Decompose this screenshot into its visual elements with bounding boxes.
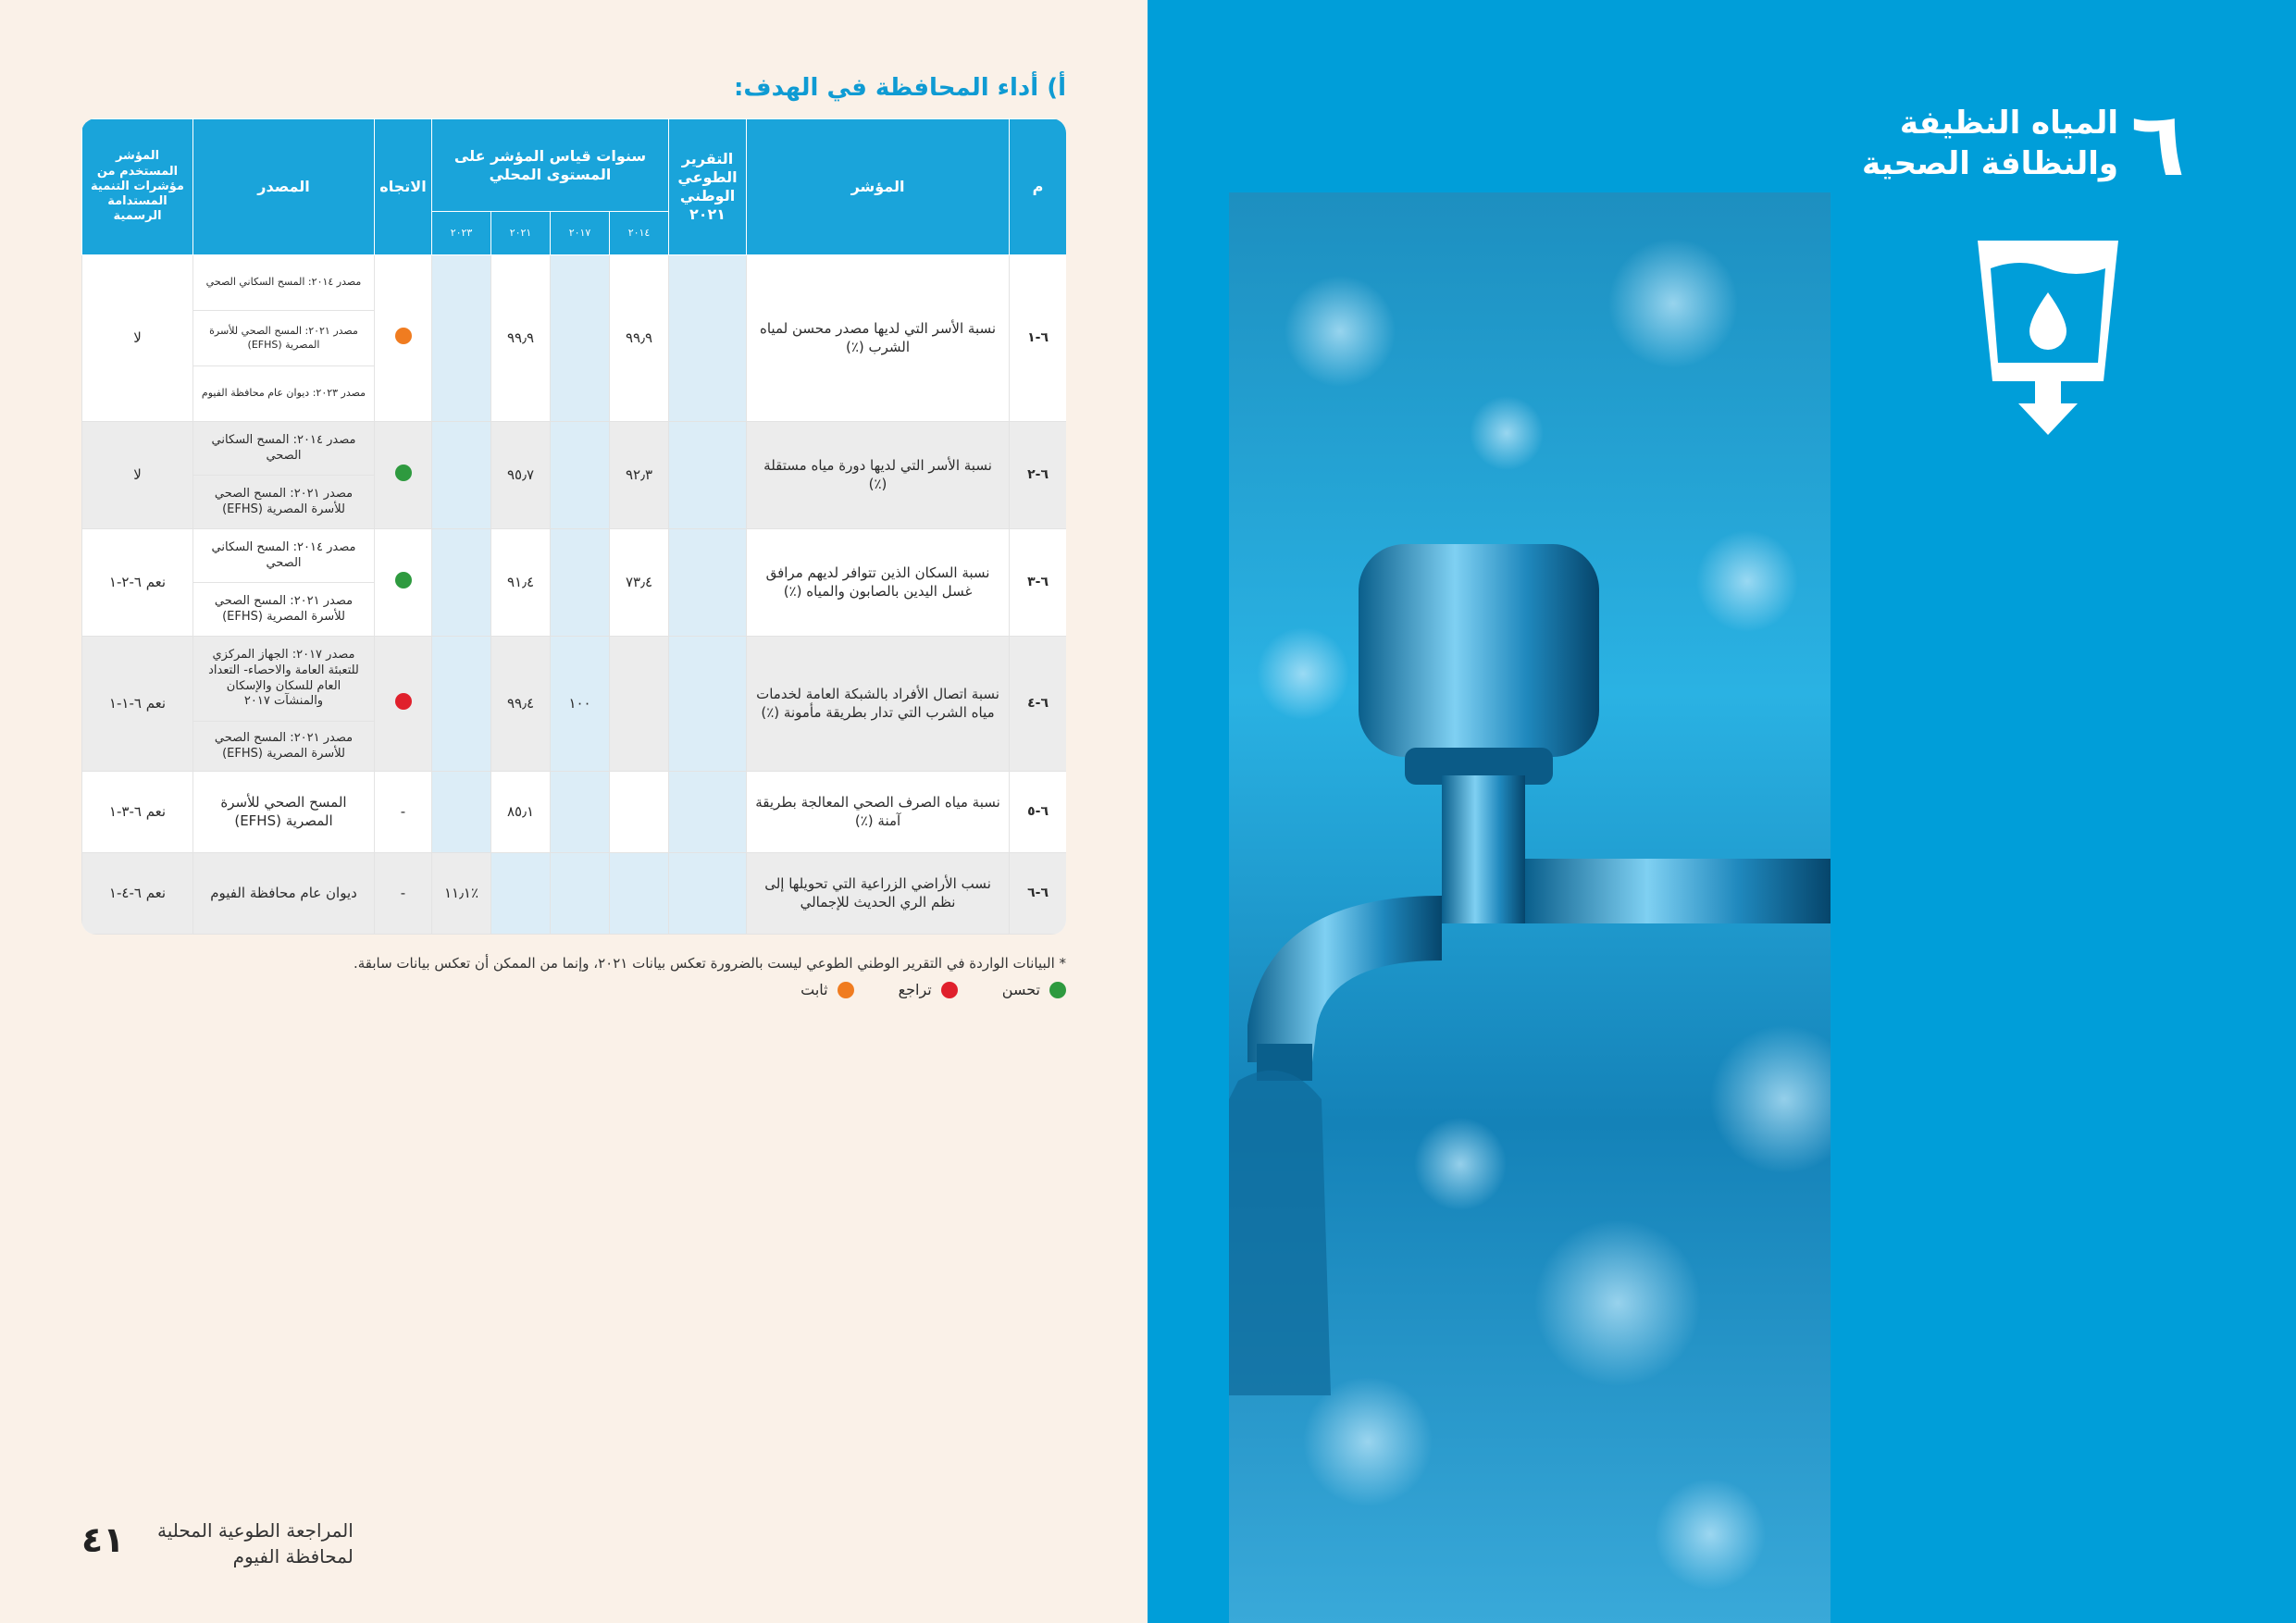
header-year-2023: ٢٠٢٣: [432, 212, 491, 255]
row-value-2021: [491, 853, 551, 935]
legend-item-improve: [1002, 981, 1066, 998]
row-source: المسح الصحي للأسرة المصرية (EFHS): [193, 772, 375, 853]
table-footnote: * البيانات الواردة في التقرير الوطني الطوعي ليست بالضرورة تعكس بيانات ٢٠٢١، وإنما من الممكن أن تعكس بيانات سابقة.: [353, 955, 1066, 972]
row-value-2021: ٨٥٫١: [491, 772, 551, 853]
page-number: ٤١: [81, 1519, 125, 1560]
legend-label-improve: تحسن: [1001, 981, 1040, 998]
row-value-2021: ٩٩٫٩: [491, 255, 551, 422]
table-row: [82, 422, 1067, 476]
legend-dot-decline: [941, 982, 958, 998]
row-source: ديوان عام محافظة الفيوم: [193, 853, 375, 935]
goal-number: ٦: [2130, 93, 2185, 196]
legend-label-stable: ثابت: [800, 981, 828, 998]
header-year-2014: ٢٠١٤: [610, 212, 669, 255]
row-value-2017: [551, 853, 610, 935]
row-index: ٦-٦: [1010, 853, 1066, 935]
legend-label-decline: تراجع: [898, 981, 932, 998]
legend-dot-stable: [838, 982, 854, 998]
goal-performance-table: [81, 118, 1066, 935]
goal-table-wrapper: [81, 118, 1066, 935]
trend-dot: [395, 328, 412, 344]
row-value-2021: ٩٥٫٧: [491, 422, 551, 529]
row-trend: [375, 637, 432, 772]
row-source: مصدر ٢٠١٤: المسح السكاني الصحي: [193, 422, 375, 476]
row-indicator: نسبة السكان الذين تتوافر لديهم مرافق غسل اليدين بالصابون والمياه (٪): [747, 529, 1010, 637]
row-index: ٦-٤: [1010, 637, 1066, 772]
header-national-report: التقرير الطوعي الوطني ٢٠٢١: [669, 119, 747, 255]
row-trend: [375, 255, 432, 422]
table-row: [82, 637, 1067, 722]
goal-title: [1862, 104, 2118, 184]
legend-dot-improve: [1049, 982, 1066, 998]
row-value-2014: ٩٢٫٣: [610, 422, 669, 529]
row-value-2017: [551, 529, 610, 637]
right-page: [1148, 0, 2296, 1623]
row-trend: [375, 422, 432, 529]
row-value-2017: [551, 255, 610, 422]
row-trend: -: [375, 772, 432, 853]
row-source: مصدر ٢٠٢١: المسح الصحي للأسرة المصرية (EFHS): [193, 311, 375, 366]
row-value-2014: [610, 772, 669, 853]
row-official-indicator: لا: [82, 422, 193, 529]
water-tap-illustration: [1229, 192, 1831, 1623]
row-national-report: [669, 772, 747, 853]
row-value-2017: ١٠٠: [551, 637, 610, 772]
row-value-2023: ٪١١٫١: [432, 853, 491, 935]
row-value-2021: ٩١٫٤: [491, 529, 551, 637]
header-years-group: سنوات قياس المؤشر على المستوى المحلي: [432, 119, 669, 212]
row-value-2017: [551, 422, 610, 529]
trend-dot: [395, 572, 412, 588]
header-official-indicator: المؤشر المستخدم من مؤشرات التنمية المستدامة الرسمية: [82, 119, 193, 255]
row-source: مصدر ٢٠١٤: المسح السكاني الصحي: [193, 255, 375, 311]
row-indicator: نسبة الأسر التي لديها مصدر محسن لمياه الشرب (٪): [747, 255, 1010, 422]
row-value-2014: ٧٣٫٤: [610, 529, 669, 637]
row-official-indicator: نعم ٦-٢-١: [82, 529, 193, 637]
table-row: [82, 853, 1067, 935]
row-national-report: [669, 853, 747, 935]
row-indicator: نسب الأراضي الزراعية التي تحويلها إلى نظم الري الحديث للإجمالي: [747, 853, 1010, 935]
row-indicator: نسبة مياه الصرف الصحي المعالجة بطريقة آمنة (٪): [747, 772, 1010, 853]
row-value-2014: [610, 853, 669, 935]
row-source: مصدر ٢٠٢١: المسح الصحي للأسرة المصرية (EFHS): [193, 476, 375, 529]
row-national-report: [669, 255, 747, 422]
row-source: مصدر ٢٠٢١: المسح الصحي للأسرة المصرية (EFHS): [193, 583, 375, 637]
footer-line-2: لمحافظة الفيوم: [232, 1545, 354, 1567]
row-indicator: نسبة الأسر التي لديها دورة مياه مستقلة (٪): [747, 422, 1010, 529]
row-value-2014: ٩٩٫٩: [610, 255, 669, 422]
goal-title-line-2: والنظافة الصحية: [1862, 144, 2118, 182]
row-source: مصدر ٢٠٢١: المسح الصحي للأسرة المصرية (EFHS): [193, 722, 375, 772]
row-official-indicator: نعم ٦-١-١: [82, 637, 193, 772]
row-value-2023: [432, 529, 491, 637]
row-source: مصدر ٢٠٢٣: ديوان عام محافظة الفيوم: [193, 366, 375, 422]
header-indicator: المؤشر: [747, 119, 1010, 255]
row-value-2023: [432, 255, 491, 422]
header-index: م: [1010, 119, 1066, 255]
row-source: مصدر ٢٠١٧: الجهاز المركزي للتعبئة العامة والاحصاء- التعداد العام للسكان والإسكان والمنشآت ٢٠١٧: [193, 637, 375, 722]
footer-title: [157, 1518, 354, 1569]
row-national-report: [669, 637, 747, 772]
row-official-indicator: لا: [82, 255, 193, 422]
row-index: ٦-٥: [1010, 772, 1066, 853]
row-value-2014: [610, 637, 669, 772]
row-value-2023: [432, 772, 491, 853]
table-row: [82, 772, 1067, 853]
row-index: ٦-٢: [1010, 422, 1066, 529]
row-indicator: نسبة اتصال الأفراد بالشبكة العامة لخدمات مياه الشرب التي تدار بطريقة مأمونة (٪): [747, 637, 1010, 772]
header-trend: الاتجاه: [375, 119, 432, 255]
header-year-2021: ٢٠٢١: [491, 212, 551, 255]
footer-line-1: المراجعة الطوعية المحلية: [157, 1519, 354, 1542]
row-official-indicator: نعم ٦-٣-١: [82, 772, 193, 853]
row-index: ٦-٣: [1010, 529, 1066, 637]
row-value-2021: ٩٩٫٤: [491, 637, 551, 772]
header-year-2017: ٢٠١٧: [551, 212, 610, 255]
row-trend: [375, 529, 432, 637]
trend-legend: [800, 981, 1066, 998]
row-index: ٦-١: [1010, 255, 1066, 422]
section-title: أ) أداء المحافظة في الهدف:: [734, 74, 1066, 102]
table-row: [82, 529, 1067, 583]
row-official-indicator: نعم ٦-٤-١: [82, 853, 193, 935]
legend-item-decline: [899, 981, 958, 998]
row-value-2023: [432, 637, 491, 772]
row-value-2023: [432, 422, 491, 529]
row-national-report: [669, 529, 747, 637]
header-source: المصدر: [193, 119, 375, 255]
water-tap-photo: [1229, 192, 1831, 1623]
legend-item-stable: [800, 981, 854, 998]
row-value-2017: [551, 772, 610, 853]
table-row: [82, 255, 1067, 311]
water-glass-icon: [1974, 237, 2122, 437]
trend-dot: [395, 693, 412, 710]
row-source: مصدر ٢٠١٤: المسح السكاني الصحي: [193, 529, 375, 583]
goal-title-line-1: المياه النظيفة: [1899, 105, 2118, 142]
row-national-report: [669, 422, 747, 529]
row-trend: -: [375, 853, 432, 935]
trend-dot: [395, 465, 412, 481]
